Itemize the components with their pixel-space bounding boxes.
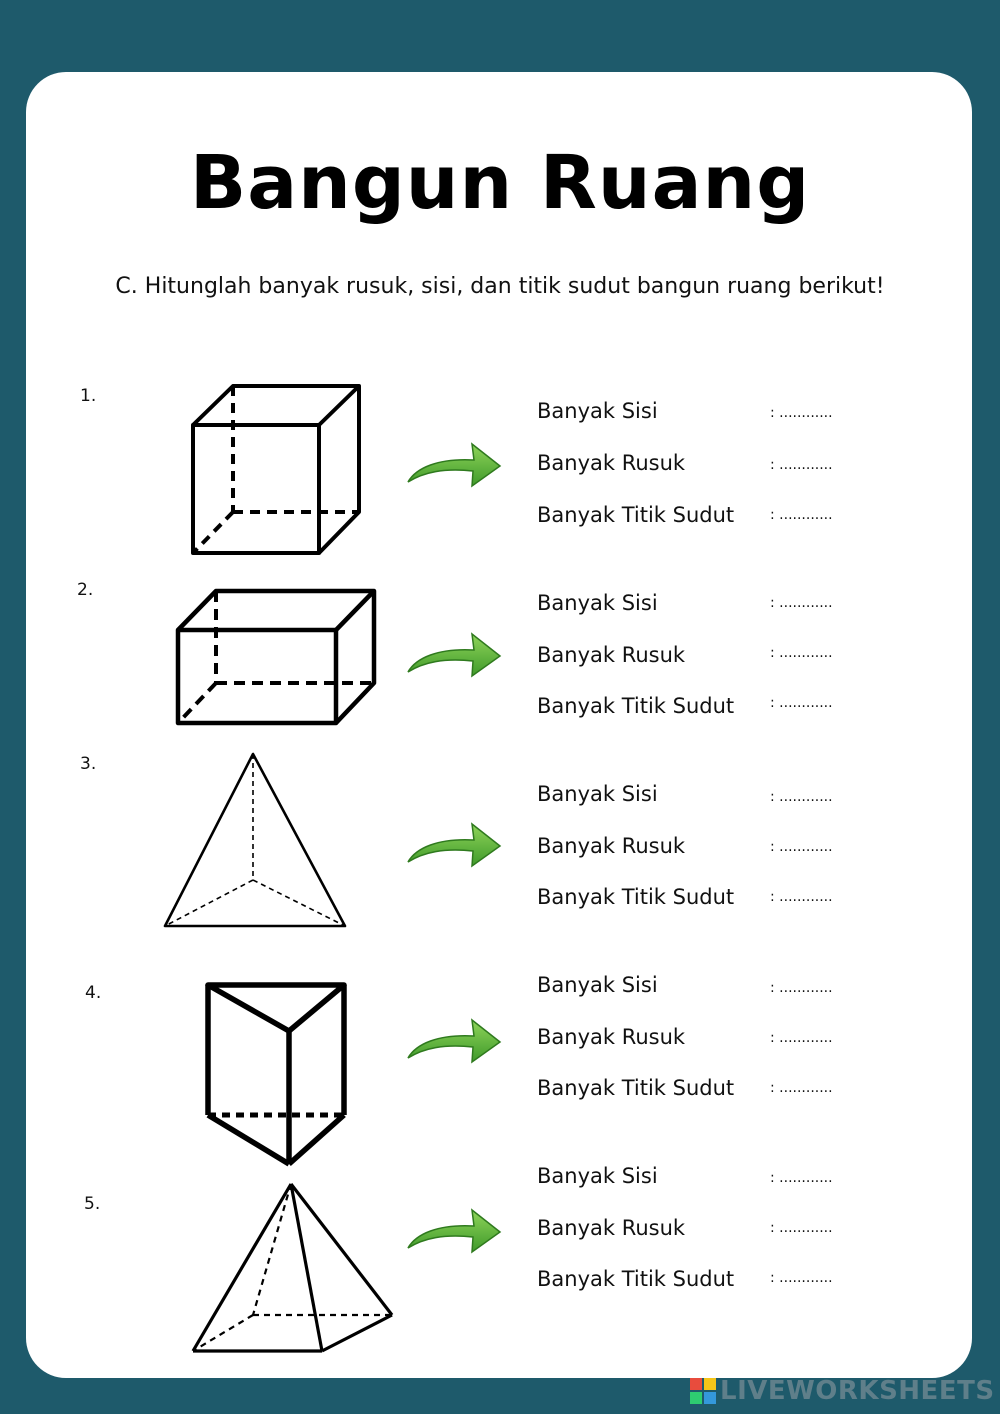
instruction-text: C. Hitunglah banyak rusuk, sisi, dan titik sudut bangun ruang berikut! xyxy=(115,274,885,299)
curved-arrow-icon xyxy=(406,438,502,488)
label-banyak-sisi: Banyak Sisi xyxy=(537,591,658,615)
liveworksheets-logo-icon xyxy=(690,1378,716,1404)
label-banyak-rusuk: Banyak Rusuk xyxy=(537,451,686,475)
answer-titik-3[interactable]: : ............ xyxy=(770,889,833,905)
cuboid-icon xyxy=(172,585,382,730)
answer-rusuk-4[interactable]: : ............ xyxy=(770,1030,833,1046)
label-banyak-rusuk: Banyak Rusuk xyxy=(537,1216,686,1240)
answer-titik-1[interactable]: : ............ xyxy=(770,507,833,523)
question-number: 3. xyxy=(80,754,97,774)
answer-sisi-3[interactable]: : ............ xyxy=(770,789,833,805)
cube-icon xyxy=(185,380,365,560)
answer-sisi-1[interactable]: : ............ xyxy=(770,405,833,421)
label-banyak-titik-sudut: Banyak Titik Sudut xyxy=(537,1076,735,1100)
question-number: 4. xyxy=(85,983,102,1003)
label-banyak-sisi: Banyak Sisi xyxy=(537,399,658,423)
square-pyramid-icon xyxy=(185,1178,400,1358)
answer-titik-5[interactable]: : ............ xyxy=(770,1270,833,1286)
label-banyak-sisi: Banyak Sisi xyxy=(537,973,658,997)
curved-arrow-icon xyxy=(406,628,502,678)
answer-sisi-5[interactable]: : ............ xyxy=(770,1170,833,1186)
label-banyak-rusuk: Banyak Rusuk xyxy=(537,1025,686,1049)
answer-rusuk-2[interactable]: : ............ xyxy=(770,645,833,661)
answer-rusuk-3[interactable]: : ............ xyxy=(770,839,833,855)
liveworksheets-watermark xyxy=(690,1376,995,1406)
label-banyak-sisi: Banyak Sisi xyxy=(537,1164,658,1188)
label-banyak-rusuk: Banyak Rusuk xyxy=(537,834,686,858)
curved-arrow-icon xyxy=(406,1204,502,1254)
answer-titik-2[interactable]: : ............ xyxy=(770,695,833,711)
curved-arrow-icon xyxy=(406,818,502,868)
answer-titik-4[interactable]: : ............ xyxy=(770,1080,833,1096)
label-banyak-titik-sudut: Banyak Titik Sudut xyxy=(537,885,735,909)
answer-rusuk-5[interactable]: : ............ xyxy=(770,1220,833,1236)
answer-sisi-2[interactable]: : ............ xyxy=(770,595,833,611)
curved-arrow-icon xyxy=(406,1014,502,1064)
answer-rusuk-1[interactable]: : ............ xyxy=(770,457,833,473)
label-banyak-rusuk: Banyak Rusuk xyxy=(537,643,686,667)
question-number: 1. xyxy=(80,386,97,406)
label-banyak-titik-sudut: Banyak Titik Sudut xyxy=(537,1267,735,1291)
answer-sisi-4[interactable]: : ............ xyxy=(770,980,833,996)
question-number: 2. xyxy=(77,580,94,600)
footer-brand: LIVEWORKSHEETS xyxy=(720,1376,995,1406)
label-banyak-titik-sudut: Banyak Titik Sudut xyxy=(537,694,735,718)
triangular-pyramid-icon xyxy=(160,748,352,932)
question-number: 5. xyxy=(84,1194,101,1214)
triangular-prism-icon xyxy=(200,978,352,1174)
label-banyak-titik-sudut: Banyak Titik Sudut xyxy=(537,503,735,527)
label-banyak-sisi: Banyak Sisi xyxy=(537,782,658,806)
page-title: Bangun Ruang xyxy=(189,140,811,226)
